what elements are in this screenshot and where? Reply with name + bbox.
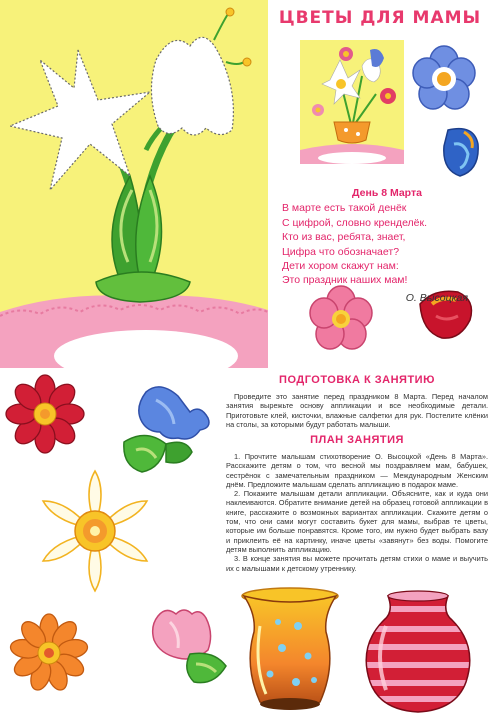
poem-line: С цифрой, словно кренделёк. (282, 216, 428, 229)
poem-line: Дети хором скажут нам: (282, 260, 399, 273)
poem-line: В марте есть такой денёк (282, 202, 407, 215)
poem-heading: День 8 Марта (352, 187, 422, 199)
blue-bud-cutout (440, 124, 482, 185)
preparation-title: ПОДГОТОВКА К ЗАНЯТИЮ (279, 374, 435, 386)
sample-bouquet-picture (300, 40, 404, 164)
blue-flower-cutout (408, 44, 480, 119)
plan-title: ПЛАН ЗАНЯТИЯ (310, 434, 404, 446)
plan-step: 2. Покажите малышам детали аппликации. Объясните, как и куда они наклеиваются. Обратите внимание детей на образец готовой аппликации в книге, расскажите о возможных вариантах аппликации. Скажите детям о том, что они сами могут составить букет для мамы, выбрав те цветы, которые им больше понравятся. Кроме того, им нужно будет выбрать вазу и приклеить её на картинку, иначе цветы «завянут» без воды. Помогите детям выполнить аппликацию. (226, 489, 488, 554)
poem-line: Цифра что обозначает? (282, 245, 400, 258)
red-striped-vase-cutout (356, 586, 480, 723)
poem-block (282, 186, 482, 305)
orange-flower-cutout (8, 612, 90, 699)
poem-line: Это праздник наших мам! (282, 274, 408, 287)
yellow-vase-cutout (238, 586, 342, 723)
applique-base-panel (0, 0, 268, 368)
plan-step: 3. В конце занятия вы можете прочитать детям стихи о маме и выучить их с малышами к детскому утреннику. (226, 554, 488, 573)
plan-step: 1. Прочтите малышам стихотворение О. Высоцкой «День 8 Марта». Расскажите детям о том, что весной мы поздравляем мам, бабушек, сестрёнок с замечательным праздником — Международным Женским днём. Предложите малышам сделать аппликацию в подарок маме. (226, 452, 488, 489)
narcissus-cutout (28, 466, 162, 601)
page-title: ЦВЕТЫ ДЛЯ МАМЫ (278, 8, 482, 28)
plan-section (226, 434, 488, 573)
poem-line: Кто из вас, ребята, знает, (282, 231, 406, 244)
red-daisy-cutout (2, 374, 88, 459)
poem-author: О. Высоцкая (405, 291, 468, 304)
pink-bell-cutout (134, 604, 240, 705)
preparation-section (226, 374, 488, 429)
preparation-text: Проведите это занятие перед праздником 8 Марта. Перед началом занятия вырежьте основу аппликации и все необходимые детали. Приготовьте клей, кисточки, влажные салфетки для рук. Постелите клёнки на столы, за которыми будут работать малыши. (226, 392, 488, 429)
